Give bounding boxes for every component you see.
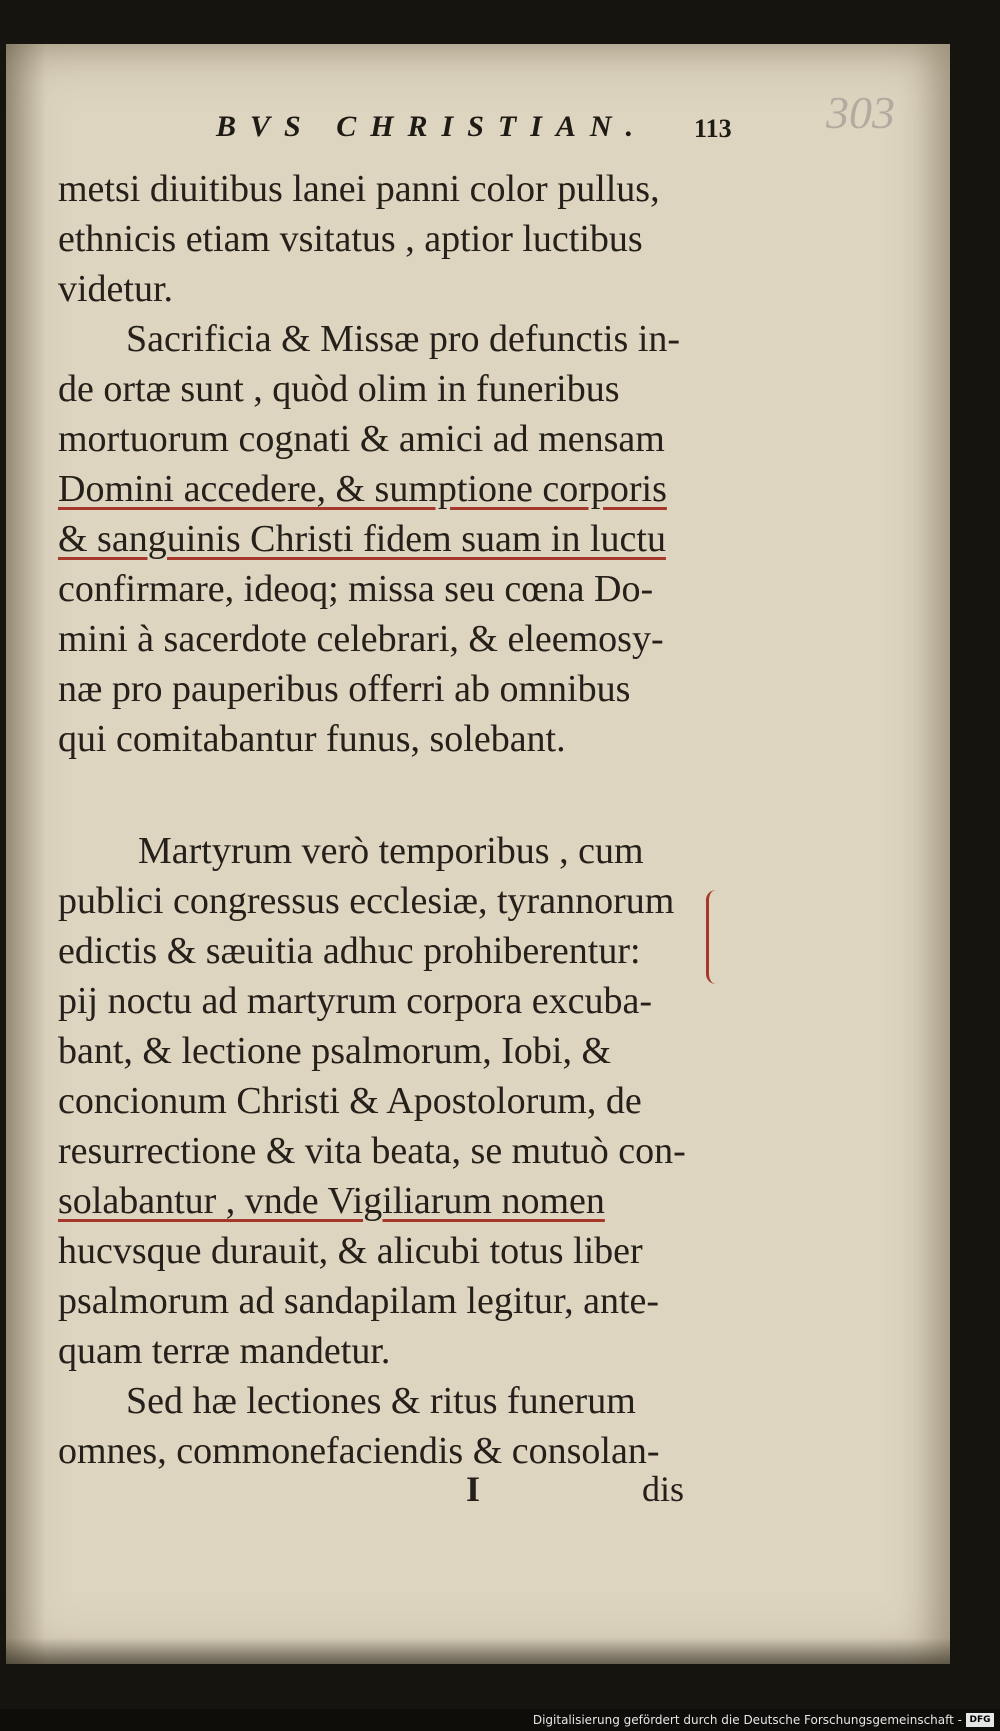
text-line: næ pro pauperibus offerri ab omnibus [58, 668, 631, 710]
margin-bracket-mark [706, 890, 719, 984]
signature-mark: I [466, 1469, 481, 1509]
running-title: BVS CHRISTIAN. [216, 110, 648, 143]
text-line: edictis & sæuitia adhuc prohiberentur: [58, 930, 641, 972]
text-line: metsi diuitibus lanei panni color pullus, [58, 168, 660, 210]
text-line: Sed hæ lectiones & ritus funerum [126, 1380, 636, 1422]
paragraph-gap [58, 764, 738, 826]
dfg-logo: DFG [966, 1713, 994, 1727]
book-page [6, 44, 950, 1664]
text-line: mini à sacerdote celebrari, & eleemosy- [58, 618, 664, 660]
text-line: ethnicis etiam vsitatus , aptior luctibus [58, 218, 643, 260]
text-line: quam terræ mandetur. [58, 1330, 391, 1372]
folio-number: 113 [694, 114, 732, 143]
page-gutter-shadow [6, 44, 46, 1664]
digitization-credit: Digitalisierung gefördert durch die Deutsche Forschungsgemeinschaft - [532, 1713, 962, 1727]
text-line: Sacrificia & Missæ pro defunctis in- [126, 318, 681, 360]
text-block [58, 164, 738, 1476]
text-line: mortuorum cognati & amici ad mensam [58, 418, 665, 460]
text-line: Martyrum verò temporibus , cum [138, 830, 644, 872]
text-line: confirmare, ideoq; missa seu cœna Do- [58, 568, 654, 610]
text-line: resurrectione & vita beata, se mutuò con- [58, 1130, 686, 1172]
text-line: psalmorum ad sandapilam legitur, ante- [58, 1280, 660, 1322]
pencil-annotation: 303 [826, 87, 895, 138]
catchword: dis [642, 1469, 685, 1509]
text-line: concionum Christi & Apostolorum, de [58, 1080, 642, 1122]
page-bottom-shadow [6, 1638, 950, 1664]
underlined-line: Domini accedere, & sumptione corporis [58, 468, 667, 510]
text-line: qui comitabantur funus, solebant. [58, 718, 566, 760]
text-line: videtur. [58, 268, 174, 310]
text-line: pij noctu ad martyrum corpora excuba- [58, 980, 653, 1022]
text-line: hucvsque durauit, & alicubi totus liber [58, 1230, 643, 1272]
footer-bar [0, 1709, 1000, 1731]
text-line: de ortæ sunt , quòd olim in funeribus [58, 368, 620, 410]
text-line: bant, & lectione psalmorum, Iobi, & [58, 1030, 612, 1072]
underlined-line: & sanguinis Christi fidem suam in luctu [58, 518, 666, 560]
text-line: omnes, commonefaciendis & consolan- [58, 1430, 660, 1472]
text-line: publici congressus ecclesiæ, tyrannorum [58, 880, 675, 922]
underlined-line: solabantur , vnde Vigiliarum nomen [58, 1180, 605, 1222]
